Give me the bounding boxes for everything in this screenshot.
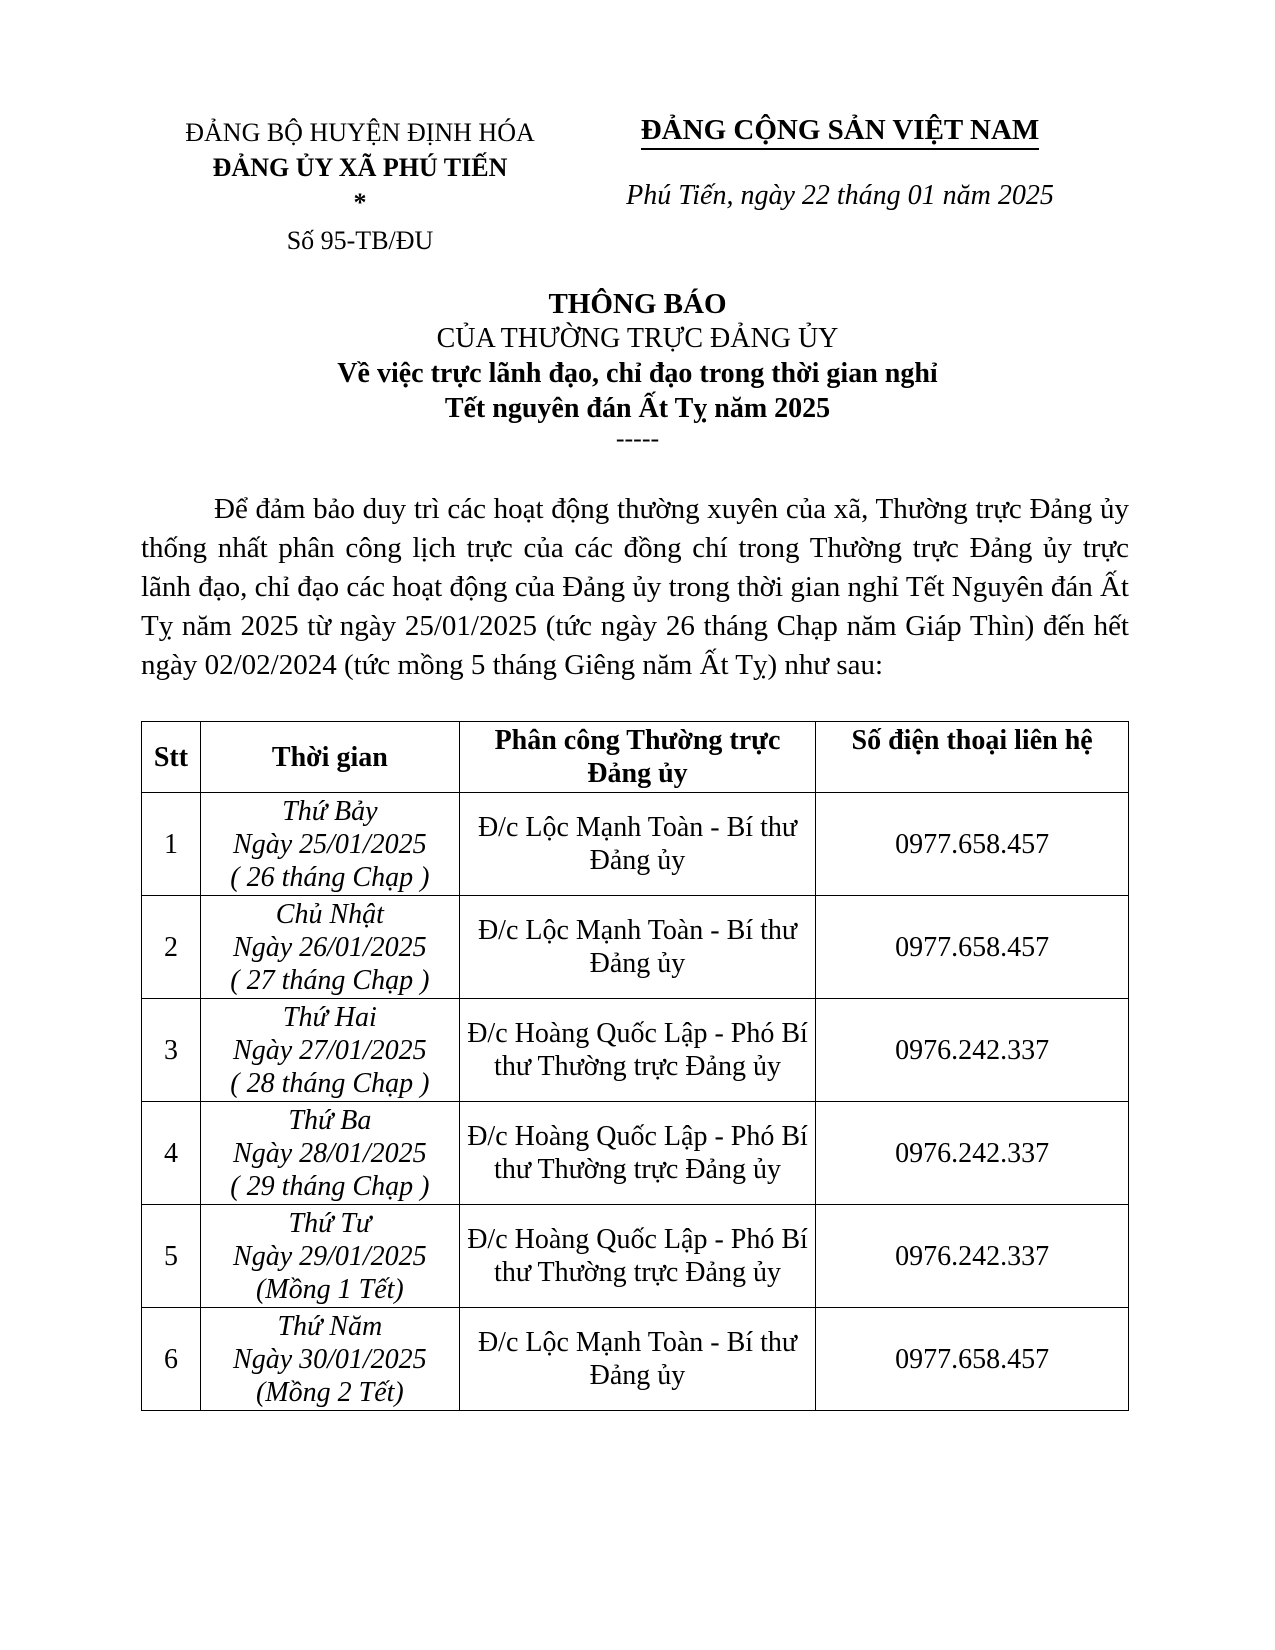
- row-time: [200, 999, 459, 1102]
- table-row: [142, 1205, 1129, 1308]
- row-weekday: Thứ Ba: [288, 1104, 372, 1136]
- table-row: [142, 793, 1129, 896]
- row-phone: 0976.242.337: [816, 1205, 1129, 1308]
- row-phone: 0976.242.337: [816, 1102, 1129, 1205]
- row-date: Ngày 27/01/2025: [233, 1034, 427, 1066]
- row-stt: 6: [142, 1308, 201, 1411]
- issuer-commune: ĐẢNG ỦY XÃ PHÚ TIẾN: [212, 153, 508, 182]
- row-date: Ngày 28/01/2025: [233, 1137, 427, 1169]
- row-date: Ngày 29/01/2025: [233, 1240, 427, 1272]
- row-assignee: Đ/c Hoàng Quốc Lập - Phó Bí thư Thường trực Đảng ủy: [459, 1102, 816, 1205]
- row-phone: 0977.658.457: [816, 896, 1129, 999]
- row-date: Ngày 30/01/2025: [233, 1343, 427, 1375]
- document-subject-line1: Về việc trực lãnh đạo, chỉ đạo trong thời gian nghỉ: [337, 358, 938, 389]
- body-paragraph: Để đảm bảo duy trì các hoạt động thường xuyên của xã, Thường trực Đảng ủy thống nhất phân công lịch trực của các đồng chí trong Thường trực Đảng ủy trực lãnh đạo, chỉ đạo các hoạt động của Đảng ủy trong thời gian nghỉ Tết Nguyên đán Ất Tỵ năm 2025 từ ngày 25/01/2025 (tức ngày 26 tháng Chạp năm Giáp Thìn) đến hết ngày 02/02/2024 (tức mồng 5 tháng Giêng năm Ất Tỵ) như sau:: [141, 493, 1129, 681]
- document-number: Số 95-TB/ĐU: [286, 226, 434, 255]
- table-header-row: [142, 722, 1129, 793]
- row-weekday: Thứ Năm: [277, 1310, 383, 1342]
- row-lunar-date: (Mồng 1 Tết): [255, 1273, 404, 1305]
- row-date: Ngày 25/01/2025: [233, 828, 427, 860]
- header-star: *: [353, 188, 367, 217]
- issuer-district: ĐẢNG BỘ HUYỆN ĐỊNH HÓA: [185, 118, 535, 147]
- row-assignee: Đ/c Lộc Mạnh Toàn - Bí thư Đảng ủy: [459, 896, 816, 999]
- row-lunar-date: ( 27 tháng Chạp ): [230, 964, 430, 996]
- header-stt: Stt: [142, 722, 201, 793]
- document-subject-line2: Tết nguyên đán Ất Tỵ năm 2025: [444, 393, 831, 424]
- row-time: [200, 896, 459, 999]
- row-date: Ngày 26/01/2025: [233, 931, 427, 963]
- row-stt: 1: [142, 793, 201, 896]
- place-date: Phú Tiến, ngày 22 tháng 01 năm 2025: [626, 180, 1054, 211]
- header-phone: Số điện thoại liên hệ: [816, 722, 1129, 793]
- row-lunar-date: (Mồng 2 Tết): [255, 1376, 404, 1408]
- row-phone: 0977.658.457: [816, 793, 1129, 896]
- row-lunar-date: ( 28 tháng Chạp ): [230, 1067, 430, 1099]
- table-row: [142, 999, 1129, 1102]
- row-assignee: Đ/c Lộc Mạnh Toàn - Bí thư Đảng ủy: [459, 1308, 816, 1411]
- row-assignee: Đ/c Hoàng Quốc Lập - Phó Bí thư Thường trực Đảng ủy: [459, 1205, 816, 1308]
- header-assign: Phân công Thường trực Đảng ủy: [459, 722, 816, 793]
- document-type-title: THÔNG BÁO: [548, 288, 727, 320]
- row-time: [200, 793, 459, 896]
- row-stt: 5: [142, 1205, 201, 1308]
- row-phone: 0976.242.337: [816, 999, 1129, 1102]
- row-lunar-date: ( 26 tháng Chạp ): [230, 861, 430, 893]
- row-weekday: Chủ Nhật: [275, 898, 384, 930]
- row-time: [200, 1102, 459, 1205]
- row-lunar-date: ( 29 tháng Chạp ): [230, 1170, 430, 1202]
- row-weekday: Thứ Tư: [288, 1207, 372, 1239]
- table-row: [142, 1308, 1129, 1411]
- row-assignee: Đ/c Lộc Mạnh Toàn - Bí thư Đảng ủy: [459, 793, 816, 896]
- row-assignee: Đ/c Hoàng Quốc Lập - Phó Bí thư Thường trực Đảng ủy: [459, 999, 816, 1102]
- row-phone: 0977.658.457: [816, 1308, 1129, 1411]
- header-time: Thời gian: [200, 722, 459, 793]
- row-weekday: Thứ Bảy: [282, 795, 378, 827]
- duty-schedule-table: [141, 721, 1129, 1411]
- row-weekday: Thứ Hai: [282, 1001, 377, 1033]
- row-stt: 3: [142, 999, 201, 1102]
- national-title-text: ĐẢNG CỘNG SẢN VIỆT NAM: [641, 114, 1040, 150]
- national-title: [590, 114, 1090, 147]
- row-time: [200, 1205, 459, 1308]
- document-issuer-title: CỦA THƯỜNG TRỰC ĐẢNG ỦY: [436, 323, 839, 354]
- table-row: [142, 1102, 1129, 1205]
- row-time: [200, 1308, 459, 1411]
- table-row: [142, 896, 1129, 999]
- title-divider: -----: [615, 424, 660, 453]
- row-stt: 4: [142, 1102, 201, 1205]
- row-stt: 2: [142, 896, 201, 999]
